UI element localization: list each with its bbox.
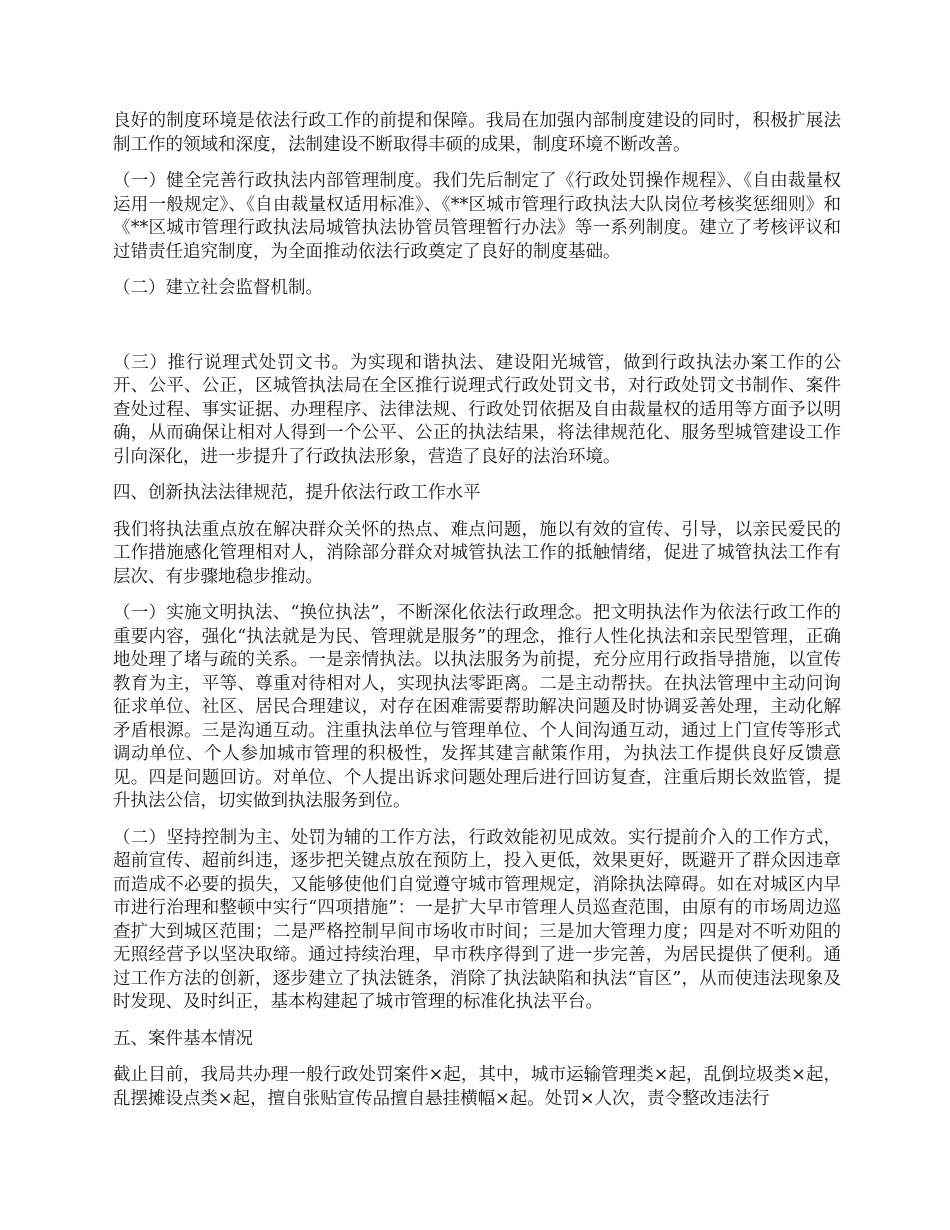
paragraph-social-supervision: （二）建立社会监督机制。: [113, 278, 323, 298]
section-heading-four: 四、创新执法法律规范，提升依法行政工作水平: [113, 483, 481, 503]
document-body: [113, 110, 841, 1124]
section-heading-five: 五、案件基本情况: [113, 1028, 253, 1049]
paragraph-reasoned-documents: （三）推行说理式处罚文书。为实现和谐执法、建设阳光城管，做到行政执法办案工作的公开、公平、公正，区城管执法局在全区推行说理式行政处罚文书，对行政处罚文书制作、案件查处过程、事实证据、办理程序、法律法规、行政处罚依据及自由裁量权的适用等方面予以明确，从而确保让相对人得到一个公平、公正的执法结果，将法律规范化、服务型城管建设工作引向深化，进一步提升了行政执法形象，营造了良好的法治环境。: [113, 352, 841, 467]
paragraph-enforcement-focus: 我们将执法重点放在解决群众关怀的热点、难点问题，施以有效的宣传、引导，以亲民爱民的工作措施感化管理相对人，消除部分群众对城管执法工作的抵触情绪，促进了城管执法工作有层次、有步骤地稳步推动。: [113, 519, 841, 587]
paragraph-internal-rules: （一）健全完善行政执法内部管理制度。我们先后制定了《行政处罚操作规程》、《自由裁量权运用一般规定》、《自由裁量权适用标准》、《**区城市管理行政执法大队岗位考核奖惩细则》和《**区城市管理行政执法局城管执法协管员管理暂行办法》等一系列制度。建立了考核评议和过错责任追究制度，为全面推动依法行政奠定了良好的制度基础。: [113, 171, 841, 262]
paragraph-control-first: （二）坚持控制为主、处罚为辅的工作方法，行政效能初见成效。实行提前介入的工作方式，超前宣传、超前纠违，逐步把关键点放在预防上，投入更低，效果更好，既避开了群众因违章而造成不必要的损失，又能够使他们自觉遵守城市管理规定，消除执法障碍。如在对城区内早市进行治理和整顿中实行“四项措施”：一是扩大早市管理人员巡查范围，由原有的市场周边巡查扩大到城区范围；二是严格控制早间市场收市时间；三是加大管理力度；四是对不听劝阻的无照经营予以坚决取缔。通过持续治理，早市秩序得到了进一步完善，为居民提供了便利。通过工作方法的创新，逐步建立了执法链条，消除了执法缺陷和执法“盲区”，从而使违法现象及时发现、及时纠正，基本构建起了城市管理的标准化执法平台。: [113, 827, 841, 1012]
paragraph-intro: 良好的制度环境是依法行政工作的前提和保障。我局在加强内部制度建设的同时，积极扩展法制工作的领域和深度，法制建设不断取得丰硕的成果，制度环境不断改善。: [113, 111, 841, 155]
paragraph-case-summary: 截止目前，我局共办理一般行政处罚案件×起，其中，城市运输管理类×起，乱倒垃圾类×起，乱摆摊设点类×起，擅自张贴宣传品擅自悬挂横幅×起。处罚×人次，责令整改违法行: [113, 1065, 841, 1109]
blank-spacer: [113, 314, 841, 352]
paragraph-civilized-enforcement: （一）实施文明执法、“换位执法”，不断深化依法行政理念。把文明执法作为依法行政工作的重要内容，强化“执法就是为民、管理就是服务”的理念，推行人性化执法和亲民型管理，正确地处理了堵与疏的关系。一是亲情执法。以执法服务为前提，充分应用行政指导措施，以宣传教育为主，平等、尊重对待相对人，实现执法零距离。二是主动帮扶。在执法管理中主动问询征求单位、社区、居民合理建议，对存在困难需要帮助解决问题及时协调妥善处理，主动化解矛盾根源。三是沟通互动。注重执法单位与管理单位、个人间沟通互动，通过上门宣传等形式调动单位、个人参加城市管理的积极性，发挥其建言献策作用，为执法工作提供良好反馈意见。四是问题回访。对单位、个人提出诉求问题处理后进行回访复查，注重后期长效监管，提升执法公信，切实做到执法服务到位。: [113, 603, 841, 811]
